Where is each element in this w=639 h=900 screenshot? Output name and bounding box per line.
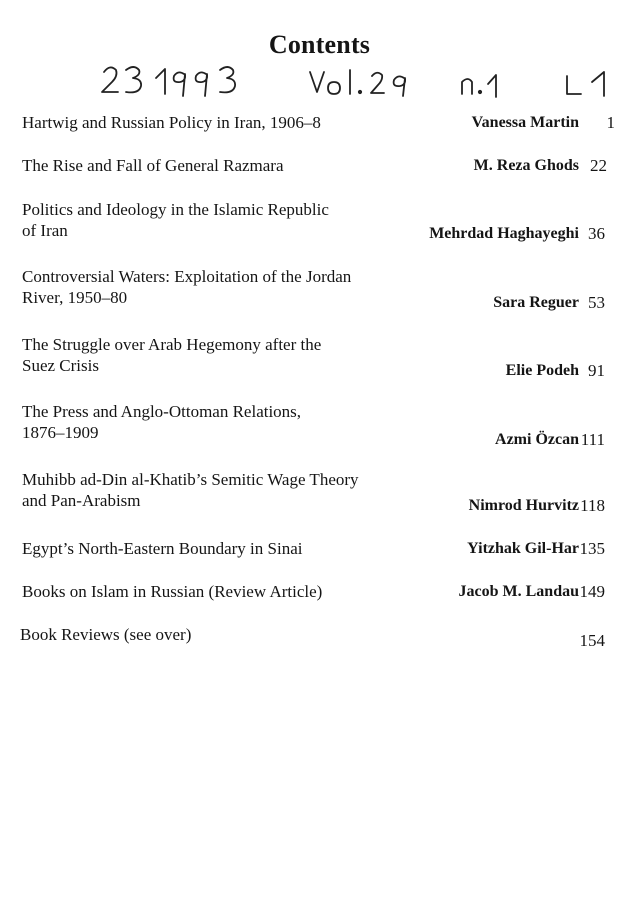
entry-page: 149 (579, 582, 605, 601)
entry-title: Politics and Ideology in the Islamic Republic of Iran (22, 200, 329, 240)
entry-title: Egypt’s North-Eastern Boundary in Sinai (22, 539, 303, 558)
entry-page: 1 (606, 113, 615, 132)
entry-page: 118 (580, 496, 605, 515)
entry-author: Nimrod Hurvitz (468, 497, 579, 514)
entry-page: 111 (580, 430, 605, 449)
entry-title: Muhibb ad-Din al-Khatib’s Semitic Wage Theory and Pan-Arabism (22, 470, 359, 510)
entry-title: Book Reviews (see over) (20, 625, 192, 644)
entry-author: Jacob M. Landau (458, 583, 579, 600)
entry-title: The Press and Anglo-Ottoman Relations, 1876–1909 (22, 402, 302, 442)
entry-title: Hartwig and Russian Policy in Iran, 1906–8 (22, 113, 321, 132)
entry-author: Vanessa Martin (471, 114, 579, 131)
entry-author: M. Reza Ghods (473, 157, 579, 174)
entry-author: Sara Reguer (493, 294, 579, 311)
entry-title: The Struggle over Arab Hegemony after the Suez Crisis (22, 335, 322, 375)
page-title: Contents (268, 30, 371, 59)
entry-title: Books on Islam in Russian (Review Article) (22, 582, 323, 601)
entry-page: 22 (590, 156, 607, 175)
entry-title: Controversial Waters: Exploitation of the Jordan River, 1950–80 (22, 267, 352, 307)
entry-author: Mehrdad Haghayeghi (429, 225, 579, 242)
handwritten-annotation (0, 0, 639, 110)
entry-author: Yitzhak Gil-Har (467, 540, 579, 557)
entry-author: Elie Podeh (505, 362, 579, 379)
entry-page: 154 (579, 631, 605, 650)
entry-page: 135 (579, 539, 605, 558)
entry-page: 91 (588, 361, 605, 380)
entry-page: 36 (588, 224, 605, 243)
entry-author: Azmi Özcan (495, 431, 579, 448)
entry-title: The Rise and Fall of General Razmara (22, 156, 284, 175)
entry-page: 53 (588, 293, 605, 312)
